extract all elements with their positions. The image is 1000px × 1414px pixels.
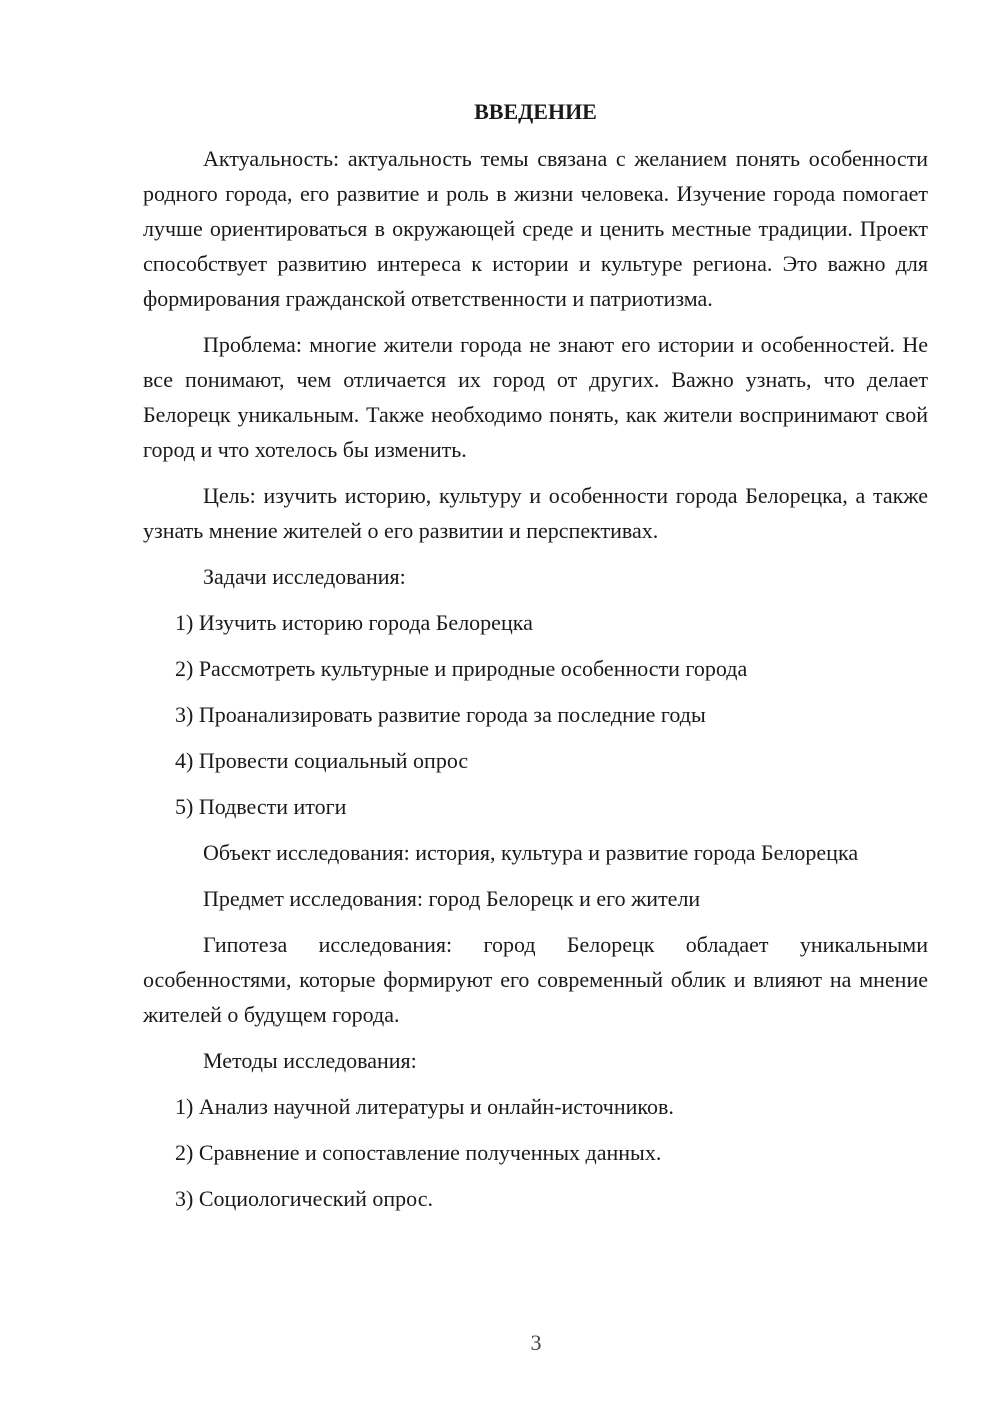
list-item: 5) Подвести итоги [175,794,347,819]
problem-paragraph: Проблема: многие жители города не знают его истории и особенностей. Не все понимают, чем отличается их город от других. Важно узнать, что делает Белорецк уникальным. Также необходимо понять, как жители воспринимают свой город и что хотелось бы изменить. [143,332,928,462]
methods-list [143,1089,928,1216]
list-item: 3) Социологический опрос. [175,1186,433,1211]
list-item: 1) Анализ научной литературы и онлайн-источников. [175,1094,674,1119]
tasks-list [143,605,928,824]
document-page [143,94,928,1227]
subject-paragraph: Предмет исследования: город Белорецк и его жители [203,886,701,911]
list-item: 3) Проанализировать развитие города за последние годы [175,702,706,727]
page-number: 3 [530,1330,542,1355]
list-item: 4) Провести социальный опрос [175,748,469,773]
list-item: 2) Рассмотреть культурные и природные особенности города [175,656,748,681]
relevance-paragraph: Актуальность: актуальность темы связана с желанием понять особенности родного города, его развитие и роль в жизни человека. Изучение города помогает лучше ориентироваться в окружающей среде и ценить местные традиции. Проект способствует развитию интереса к истории и культуре региона. Это важно для формирования гражданской ответственности и патриотизма. [143,146,928,311]
list-item: 1) Изучить историю города Белорецка [175,610,533,635]
tasks-title: Задачи исследования: [203,564,406,589]
object-paragraph: Объект исследования: история, культура и развитие города Белорецка [203,840,859,865]
section-heading: ВВЕДЕНИЕ [474,99,597,124]
list-item: 2) Сравнение и сопоставление полученных данных. [175,1140,662,1165]
goal-paragraph: Цель: изучить историю, культуру и особенности города Белорецка, а также узнать мнение жителей о его развитии и перспективах. [143,483,928,543]
hypothesis-paragraph: Гипотеза исследования: город Белорецк обладает уникальными особенностями, которые формируют его современный облик и влияют на мнение жителей о будущем города. [143,932,928,1027]
methods-title: Методы исследования: [203,1048,417,1073]
